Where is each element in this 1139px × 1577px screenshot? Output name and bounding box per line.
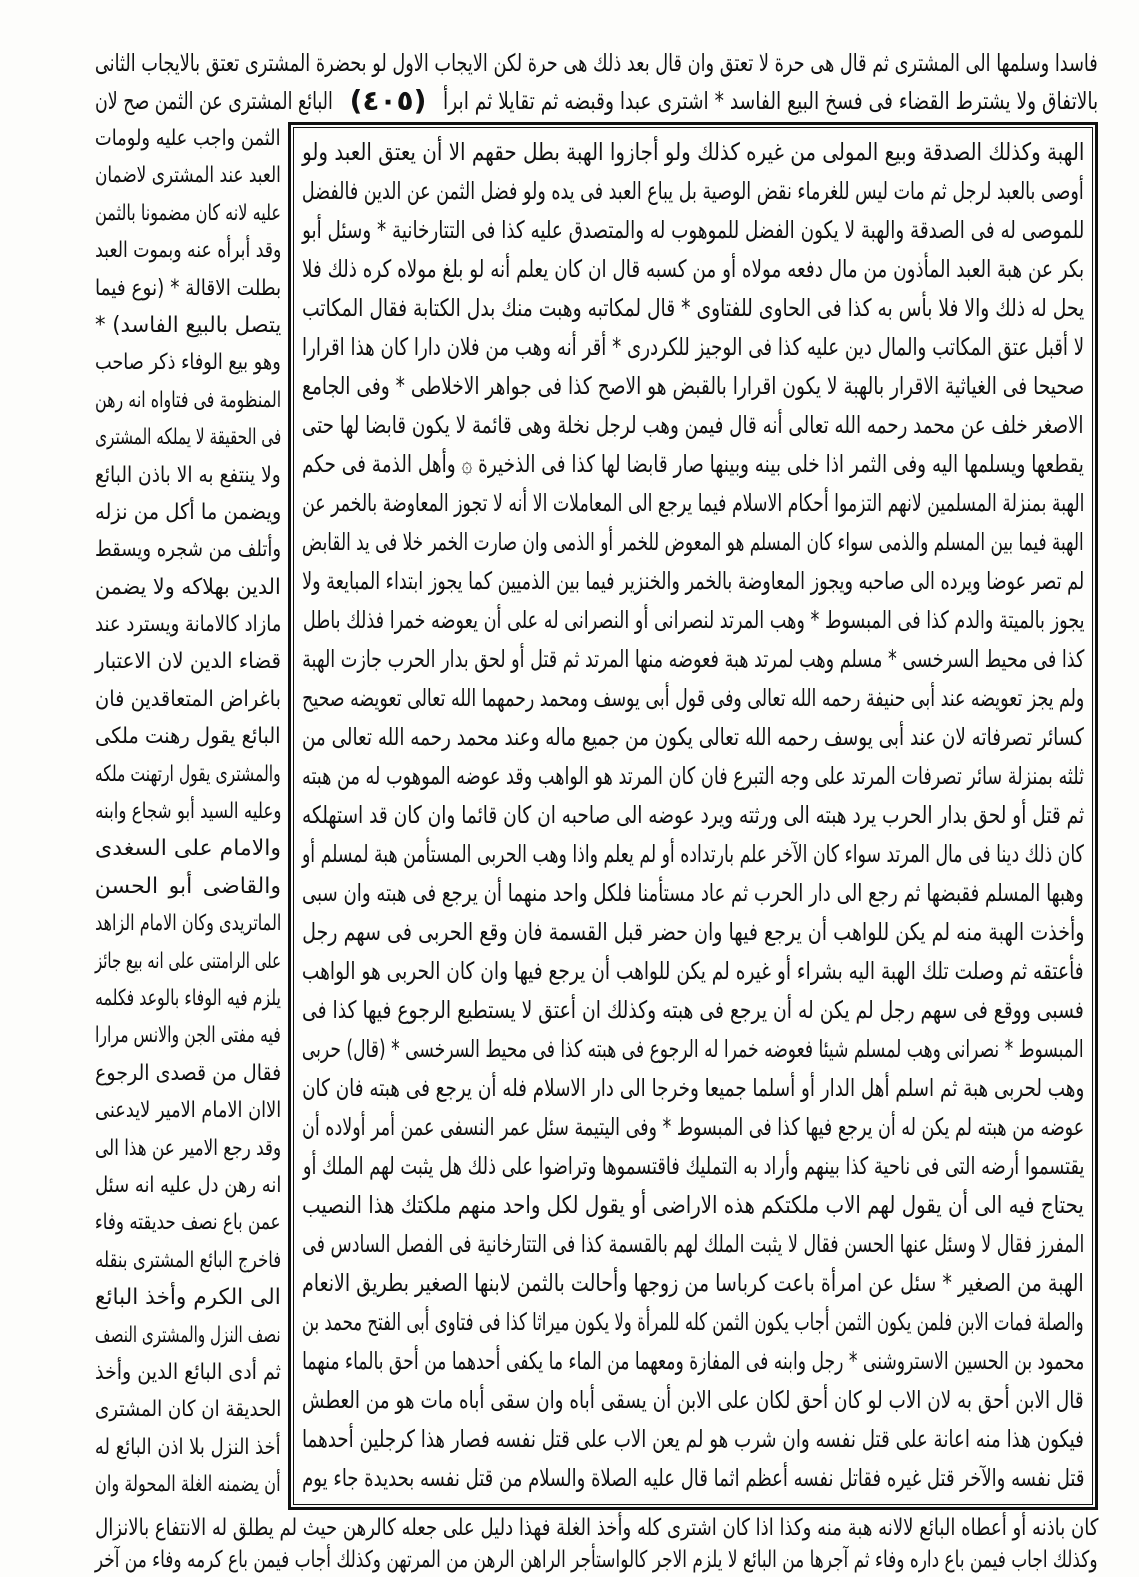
margin-text-line <box>95 1317 281 1354</box>
margin-line-text: أن يضمنه الغلة المحولة وان <box>95 1472 281 1498</box>
main-line-text: يحتاج فيه الى أن يقول لهم الاب ملكتكم هذه الاراضى أو يقول لكل واحد منهم ملكتك هذا النصيب <box>302 1191 1084 1219</box>
main-text-frame <box>288 122 1098 1510</box>
margin-line-text: عليه لانه كان مضمونا بالثمن <box>94 200 281 226</box>
margin-line-text: وعليه السيد أبو شجاع وابنه <box>94 799 281 825</box>
main-line-text: فيكون هذا منه اعانة على قتل نفسه وان شرب هو لم يعن الاب على قتل نفسه فصار هذا كرجلين أحدهما <box>302 1425 1084 1453</box>
main-text-line <box>302 640 1084 679</box>
main-line-text: يحل له ذلك والا فلا بأس به كذا فى الحاوى للفتاوى * قال لمكاتبه وهبت منك بدل الكتابة فقال المكاتب <box>301 294 1084 322</box>
margin-text-line <box>95 1092 281 1129</box>
margin-text-line <box>95 1167 281 1204</box>
main-line-text: والصلة فمات الابن فلمن يكون الثمن أجاب يكون الثمن كله للمرأة ولا يكون ميراثا كذا فى فتاوى أبى الفتح محمد بن <box>302 1308 1084 1336</box>
main-text-line <box>302 952 1084 991</box>
footer-commentary <box>95 1512 1098 1576</box>
main-text-line <box>302 328 1084 367</box>
main-text-line <box>302 1459 1084 1498</box>
margin-text-line <box>95 1130 281 1167</box>
footer-line-text: وكذلك اجاب فيمن باع داره وفاء ثم آجرها من البائع لا يلزم الاجر كالواستأجر الراهن الرهن من المرتهن وكذلك أجاب فيمن باع كرمه وفاء من آخر <box>95 1547 1098 1573</box>
margin-line-text: يلزم فيه الوفاء بالوعد فكلمه <box>95 985 281 1011</box>
main-text-line <box>302 874 1084 913</box>
margin-text-line <box>95 1391 281 1428</box>
main-line-text: ثلثه بمنزلة سائر تصرفات المرتد على وجه التبرع فان كان المرتد هو الواهب وقد عوضه الموهوب له من هبته <box>301 762 1084 790</box>
margin-line-text: عمن باع نصف حديقته وفاء <box>95 1210 281 1236</box>
main-text-line <box>302 289 1084 328</box>
margin-line-text: قضاء الدين لان الاعتبار <box>95 649 281 675</box>
main-line-text: ثم قتل أو لحق بدار الحرب يرد هبته الى ورثته ويرد عوضه الى صاحبه ان كان قائما وان كان قد استهلكه <box>301 801 1084 829</box>
margin-text-line <box>95 643 281 680</box>
main-text-line <box>302 991 1084 1030</box>
main-text-line <box>302 601 1084 640</box>
margin-text-line <box>95 868 281 905</box>
margin-line-text: وقد رجع الامير عن هذا الى <box>94 1135 281 1161</box>
main-text-line <box>302 1186 1084 1225</box>
main-text-line <box>302 835 1084 874</box>
header-line-text: بالاتفاق ولا يشترط القضاء فى فسخ البيع الفاسد * اشترى عبدا وقبضه ثم تقايلا ثم ابرأ <box>442 87 1098 115</box>
margin-line-text: الماتريدى وكان الامام الزاهد <box>94 911 281 937</box>
main-text-line <box>302 211 1084 250</box>
header-line-with-page-number <box>95 82 1098 120</box>
main-text-line <box>302 679 1084 718</box>
margin-line-text: فى الحقيقة لا يملكه المشترى <box>94 425 281 451</box>
margin-line-text: العبد عند المشترى لاضمان <box>95 163 281 189</box>
main-line-text: عوضه من هبته لم يكن له أن يرجع فيها كذا فى المبسوط * وفى اليتيمة سئل عمر النسفى عمن أمر أولاده أن <box>301 1113 1084 1141</box>
margin-line-text: والامام على السغدى <box>95 836 281 862</box>
main-text-line <box>302 1108 1084 1147</box>
main-line-text: ولم يجز تعويضه عند أبى حنيفة رحمه الله تعالى وفى قول أبى يوسف ومحمد رحمهما الله تعالى تعويضه صحيح <box>301 684 1084 712</box>
margin-text-line <box>95 980 281 1017</box>
main-line-text: أوصى بالعبد لرجل ثم مات ليس للغرماء نقض الوصية بل يباع العبد فى يده ولو فضل الثمن عن الدين فالفضل <box>302 177 1084 205</box>
main-text-line <box>302 1342 1084 1381</box>
header-line <box>95 44 1098 82</box>
main-line-text: قتل نفسه والآخر قتل غيره فقاتل نفسه أعظم اثما قال عليه الصلاة والسلام من قتل نفسه بحديدة جاء يوم <box>301 1464 1084 1492</box>
margin-text-line <box>95 1466 281 1503</box>
margin-text-line <box>95 307 281 344</box>
margin-line-text: الى الكرم وأخذ البائع <box>95 1285 281 1311</box>
main-line-text: يجوز بالميتة والدم كذا فى المبسوط * وهب المرتد لنصرانى أو النصرانى له على أن يعوضه خمرا فذلك باطل <box>302 606 1084 634</box>
margin-text-line <box>95 531 281 568</box>
main-text-line <box>302 133 1084 172</box>
margin-line-text: ولا ينتفع به الا باذن البائع <box>95 462 281 488</box>
margin-line-text: باغراض المتعاقدين فان <box>95 686 281 712</box>
header-line-left-segment <box>95 82 333 120</box>
main-text-line <box>302 913 1084 952</box>
margin-line-text: ويضمن ما أكل من نزله <box>94 499 281 525</box>
margin-line-text: فاخرج البائع المشترى بنقله <box>94 1247 281 1273</box>
margin-text-line <box>95 344 281 381</box>
page-number: (٤٠٥) <box>349 84 427 117</box>
margin-text-line <box>95 270 281 307</box>
margin-line-text: نصف النزل والمشترى النصف <box>95 1322 281 1348</box>
margin-text-line <box>95 1429 281 1466</box>
main-text-line <box>302 445 1084 484</box>
margin-text-line <box>95 718 281 755</box>
main-text-line <box>302 367 1084 406</box>
main-line-text: كان ذلك دينا فى مال المرتد سواء كان الآخر علم بارتداده أو لم يعلم واذا وهب الحربى المستأمن هبة لمسلم أو <box>302 840 1084 868</box>
margin-line-text: أخذ النزل بلا اذن البائع له <box>95 1434 281 1460</box>
margin-text-line <box>95 419 281 456</box>
margin-text-line <box>95 382 281 419</box>
margin-text-line <box>95 793 281 830</box>
main-text-line <box>302 523 1084 562</box>
margin-line-text: بطلت الاقالة * (نوع فيما <box>94 275 281 301</box>
margin-line-text: وأتلف من شجره ويسقط <box>94 537 281 563</box>
main-text-line <box>302 796 1084 835</box>
main-line-text: كذا فى محيط السرخسى * مسلم وهب لمرتد هبة فعوضه منها المرتد ثم قتل أو لحق بدار الحرب جازت الهبة <box>301 645 1084 673</box>
margin-line-text: الحديقة ان كان المشترى <box>94 1397 281 1423</box>
main-line-text: فأعتقه ثم وصلت تلك الهبة اليه بشراء أو غيره لم يكن للواهب أن يرجع فيها وان كان الحربى هو الواهب <box>302 957 1084 985</box>
margin-line-text: فقال من قصدى الرجوع <box>94 1060 281 1086</box>
main-line-text: لم تصر عوضا ويرده الى صاحبه ويجوز المعاوضة بالخمر والخنزير فيما بين الذميين كما يجوز ابتداء المبايعة ولا <box>301 567 1084 595</box>
main-line-text: الهبة بمنزلة المسلمين لانهم التزموا أحكام الاسلام فيما يرجع الى المعاملات الا أنه لا تجوز المعاوضة بالخمر عن <box>301 489 1084 517</box>
main-line-text: الاصغر خلف عن محمد رحمه الله تعالى أنه قال فيمن وهب لرجل نخلة وهى قائمة لا يكون قابضا لها حتى <box>302 411 1084 439</box>
margin-line-text: يتصل بالبيع الفاسد) * <box>94 312 281 338</box>
margin-line-text: الدين بهلاكه ولا يضمن <box>95 574 281 600</box>
main-line-text: يقطعها ويسلمها اليه وفى الثمر اذا خلى بينه وبينها صار قابضا لها كذا فى الذخيرة ۞ وأهل الذمة فى حكم <box>302 450 1084 478</box>
margin-text-line <box>95 494 281 531</box>
margin-text-line <box>95 1055 281 1092</box>
main-text-line <box>302 562 1084 601</box>
margin-line-text: على الرامتنى على انه بيع جائز <box>95 948 281 974</box>
margin-text-line <box>95 681 281 718</box>
margin-text-line <box>95 606 281 643</box>
margin-text-line <box>95 756 281 793</box>
margin-line-text: والمشترى يقول ارتهنت ملكه <box>95 761 281 787</box>
main-text-line <box>302 718 1084 757</box>
header-line-text: البائع المشترى عن الثمن صح لان <box>95 87 333 115</box>
main-line-text: الهبة من الصغير * سئل عن امرأة باعت كرباسا من زوجها وأحالت بالثمن لابنها الصغير بطريق الانعام <box>302 1269 1084 1297</box>
main-line-text: وهبها المسلم فقبضها ثم رجع الى دار الحرب ثم عاد مستأمنا فلكل واحد منهما أن يرجع فى هبته وان سبى <box>302 879 1084 907</box>
margin-line-text: ثم أدى البائع الدين وأخذ <box>95 1359 281 1385</box>
margin-text-line <box>95 905 281 942</box>
footer-line-text: كان باذنه أو أعطاه البائع لالانه هبة منه وكذا اذا كان اشترى كله وأخذ الغلة فهذا دليل على جعله كالرهن حيث لم يطلق له الانتفاع بالانزال <box>94 1515 1098 1541</box>
main-text-line <box>302 250 1084 289</box>
margin-line-text: مازاد كالامانة ويسترد عند <box>94 612 281 638</box>
margin-line-text: وهو بيع الوفاء ذكر صاحب <box>95 350 281 376</box>
margin-line-text: وقد أبرأه عنه وبموت العبد <box>94 238 281 264</box>
main-line-text: الهبة وكذلك الصدقة وبيع المولى من غيره كذلك ولو أجازوا الهبة بطل حقهم الا أن يعتق العبد ولو <box>301 138 1084 166</box>
margin-text-line <box>95 1242 281 1279</box>
margin-text-line <box>95 157 281 194</box>
main-text-line <box>302 406 1084 445</box>
margin-line-text: فيه مفتى الجن والانس مرارا <box>95 1023 281 1049</box>
margin-text-line <box>95 120 281 157</box>
main-line-text: بكر عن هبة العبد المأذون من مال دفعه مولاه أو من كسبه قال ان كان يعلم أنه لو بلغ مولاه كره ذلك فلا <box>301 255 1084 283</box>
margin-line-text: الثمن واجب عليه ولومات <box>95 126 281 151</box>
margin-line-text: انه رهن دل عليه انه سئل <box>94 1172 281 1198</box>
margin-line-text: الاان الامام الامير لايدعنى <box>94 1098 281 1124</box>
main-line-text: محمود بن الحسين الاستروشنى * رجل وابنه فى المفازة ومعهما من الماء ما يكفى أحدهما من أحق بالماء منهما <box>301 1347 1084 1375</box>
main-text-line <box>302 1381 1084 1420</box>
main-text-line <box>302 1420 1084 1459</box>
main-line-text: صحيحا فى الغياثية الاقرار بالهبة لا يكون اقرارا بالقبض هو الاصح كذا فى جواهر الاخلاطى * وفى الجامع <box>301 372 1084 400</box>
margin-text-line <box>95 232 281 269</box>
margin-text-line <box>95 457 281 494</box>
margin-text-line <box>95 1354 281 1391</box>
main-text-body <box>293 127 1093 1505</box>
main-text-line <box>302 484 1084 523</box>
footer-text-line <box>95 1544 1098 1576</box>
main-text-line <box>302 1225 1084 1264</box>
margin-line-text: البائع يقول رهنت ملكى <box>95 724 281 750</box>
main-text-line <box>302 1147 1084 1186</box>
margin-text-line <box>95 195 281 232</box>
margin-text-line <box>95 1017 281 1054</box>
margin-text-line <box>95 1279 281 1316</box>
main-line-text: الهبة فيما بين المسلم والذمى سواء كان المسلم هو المعوض للخمر أو الذمى وان صارت الخمر خلا فى يد القابض <box>302 528 1084 556</box>
margin-text-line <box>95 830 281 867</box>
main-line-text: المبسوط * نصرانى وهب لمسلم شيئا فعوضه خمرا له الرجوع فى هبته كذا فى محيط السرخسى * (قال) حربى <box>302 1035 1084 1063</box>
main-line-text: كسائر تصرفاته لان عند أبى يوسف رحمه الله تعالى يكون من جميع ماله وعند محمد رحمه الله تعالى من <box>302 723 1084 751</box>
main-text-line <box>302 757 1084 796</box>
main-line-text: للموصى له فى الصدقة والهبة لا يكون الفضل للموهوب له والمتصدق عليه كذا فى التتارخانية * وسئل أبو <box>301 216 1084 244</box>
main-text-line <box>302 1303 1084 1342</box>
header-line-right-segment <box>443 82 1098 120</box>
main-line-text: المفرز فقال لا وسئل عنها الحسن فقال لا يثبت الملك لهم بالقسمة كذا فى التتارخانية فى الفصل السادس فى <box>301 1230 1084 1258</box>
main-line-text: يقتسموا أرضه التى فى ناحية كذا بينهم وأراد به التمليك فاقتسموها وتراضوا على ذلك هل يثبت لهم الملك أو <box>302 1152 1084 1180</box>
header-line-text: فاسدا وسلمها الى المشترى ثم قال هى حرة لا تعتق وان قال بعد ذلك هى حرة لكن الايجاب الاول لو بحضرة المشترى تعتق بالايجاب الثانى <box>95 49 1098 77</box>
main-line-text: فسبى ووقع فى سهم رجل لم يكن له أن يرجع فى هبته وكذلك ان أعتق لا يستطيع الرجوع فيها كذا فى <box>302 996 1084 1024</box>
margin-text-line <box>95 1204 281 1241</box>
main-text-line <box>302 1069 1084 1108</box>
margin-text-line <box>95 943 281 980</box>
main-line-text: لا أقبل عتق المكاتب والمال دين عليه كذا فى الوجيز للكردرى * أقر أنه وهب من فلان دارا كان هذا اقرارا <box>301 333 1084 361</box>
main-text-line <box>302 1264 1084 1303</box>
main-text-line <box>302 172 1084 211</box>
margin-text-line <box>95 569 281 606</box>
main-line-text: قال الابن أحق به لان الاب لو كان أحق لكان على الابن أن يسقى أباه وان سقى أباه مات هو من العطش <box>302 1386 1084 1414</box>
margin-line-text: والقاضى أبو الحسن <box>94 873 281 899</box>
main-line-text: وهب لحربى هبة ثم اسلم أهل الدار أو أسلما جميعا وخرجا الى دار الاسلام فله أن يرجع فى هبته فان كان <box>301 1074 1084 1102</box>
margin-line-text: المنظومة فى فتاواه انه رهن <box>94 387 281 413</box>
margin-commentary <box>95 120 281 1503</box>
main-line-text: وأخذت الهبة منه لم يكن للواهب أن يرجع فيها وان حضر قبل القسمة فان وقع الحربى فى سهم رجل <box>301 918 1084 946</box>
main-text-line <box>302 1030 1084 1069</box>
footer-text-line <box>95 1512 1098 1544</box>
